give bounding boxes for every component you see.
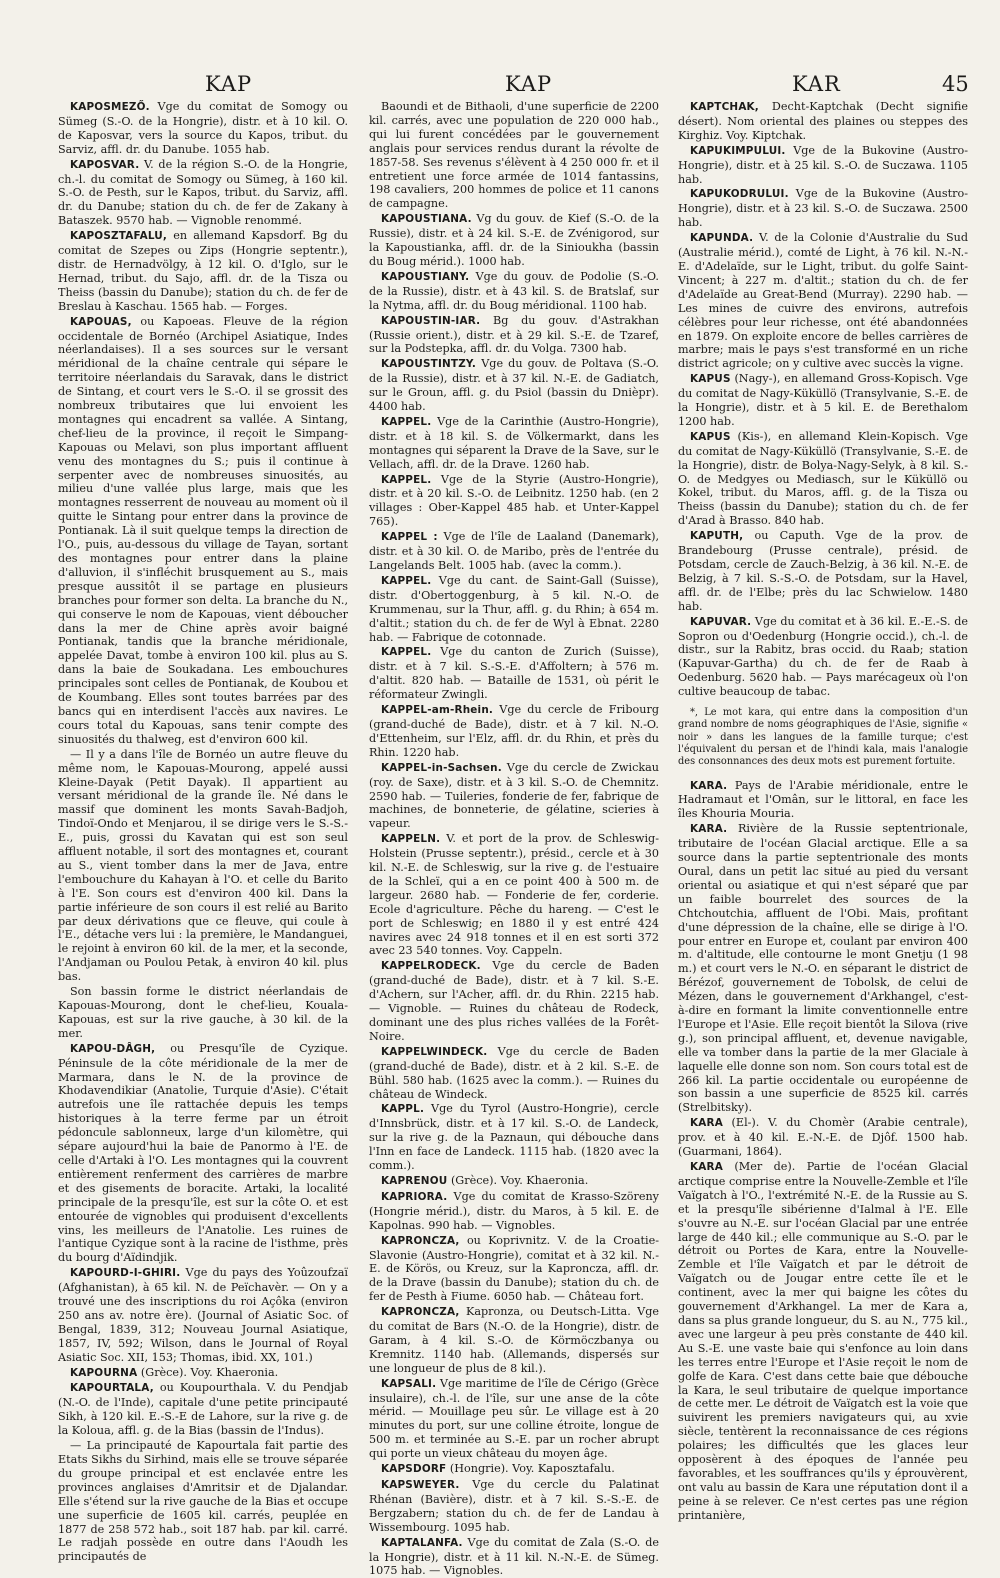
entry-headword: KAPOSVAR.: [70, 158, 140, 171]
entry-headword: KAPOSZTAFALU,: [70, 230, 168, 243]
entry-body: (Nagy-), en allemand Gross-Kopisch. Vge du comitat de Nagy-Küküllö (Transylvanie, S.-E. de la Hongrie), distr. et à 5 kil. E. de Berethalom 1200 hab.: [678, 372, 968, 428]
entry-body: V. et port de la prov. de Schleswig-Holstein (Prusse septentr.), présid., cercle et à 30 kil. N.-E. de Schleswig, sur la rive g. de l'estuaire de la Schleï, qui a en ce point 400 à 500 m. de largeur. 2680 hab. — Fonderie de fer, corderie. Ecole d'agriculture. Pêche du hareng. — C'est le port de Schleswig; en 1880 il y est entré 424 navires avec 24 918 tonnes et il en est sorti 372 avec 23 540 tonnes. Voy. Cappeln.: [369, 832, 659, 958]
dictionary-entry: [678, 822, 968, 1115]
entry-headword: KAPOUAS,: [70, 315, 132, 328]
entry-body: ou Presqu'île de Cyzique. Péninsule de la côte méridionale de la mer de Marmara, dans le N. de la province de Khodavendikiar (Anatolie, Turquie d'Asie). C'était autrefois une île rattachée depuis les temps historiques à la terre ferme par un étroit pédoncule sablonneux, large d'un kilomètre, qui sépare aujourd'hui la baie de Panormo à l'E. de celle d'Artaki à l'O. Les montagnes qui la couvrent entièrement renferment des carrières de marbre et des gisements de boracite. Artaki, la localité principale de la presqu'île, est sur la côte O. et est entourée de vignobles qui produisent d'excellents vins, les meilleurs de l'Anatolie. Les ruines de l'antique Cyzique sont à la racine de l'isthme, près du bourg d'Aïdindjik.: [58, 1041, 349, 1265]
entry-body: Vge du comitat de Krasso-Szöreny (Hongrie mérid.), distr. du Maros, à 5 kil. E. de Kapolnas. 990 hab. — Vignobles.: [369, 1189, 660, 1232]
entry-headword: KAPUVAR.: [690, 615, 752, 628]
entry-body: Decht-Kaptchak (Decht signifie désert). Nom oriental des plaines ou steppes des Kirghiz. Voy. Kiptchak.: [678, 100, 968, 142]
dictionary-entry: [678, 144, 968, 187]
entry-body: Vge du canton de Zurich (Suisse), distr. et à 7 kil. S.-S.-E. d'Affoltern; à 576 m. d'altit. 820 hab. — Bataille de 1531, où périt le réformateur Zwingli.: [369, 645, 659, 702]
entry-body: ou Koupourthala. V. du Pendjab (N.-O. de l'Inde), capitale d'une petite principauté Sikh, à 120 kil. E.-S.-E de Lahore, sur la rive g. de la Koloua, affl. g. de la Bias (bassin de l'Indus).: [58, 1381, 348, 1438]
entry-body: (El-). V. du Chomèr (Arabie centrale), prov. et à 40 kil. E.-N.-E. de Djôf. 1500 hab. (Guarmani, 1864).: [678, 1116, 969, 1159]
footnote-entry: [678, 707, 968, 768]
entry-body: Vge de l'île de Laaland (Danemark), distr. et à 30 kil. O. de Maribo, près de l'entrée du Langelands Belt. 1005 hab. (avec la comm.).: [369, 530, 659, 572]
running-header: [0, 72, 1000, 102]
dictionary-entry: [369, 100, 659, 211]
entry-headword: KAPPELRODECK.: [381, 960, 481, 973]
dictionary-entry: [678, 779, 968, 822]
entry-body: ou Caputh. Vge de la prov. de Brandebourg (Prusse centrale), présid. de Potsdam, cercle de Zauch-Belzig, à 36 kil. N.-E. de Belzig, à 7 kil. S.-S.-O. de Potsdam, sur la Havel, affl. dr. de l'Elbe; près du lac Schwielow. 1480 hab.: [678, 529, 968, 613]
entry-headword: KAPRONCZA,: [381, 1234, 460, 1247]
entry-headword: KAPPL.: [381, 1103, 425, 1116]
entry-headword: KAPUKIMPULUI.: [690, 144, 786, 157]
dictionary-entry: [678, 615, 968, 699]
entry-body: Vge de la Bukovine (Austro-Hongrie), distr. et à 23 kil. S.-O. de Suczawa. 2500 hab.: [678, 187, 968, 230]
entry-body: Pays de l'Arabie méridionale, entre le Hadramaut et l'Omân, sur le littoral, en face les îles Khouria Mouria.: [678, 778, 968, 821]
entry-body: Vge du gouv. de Poltava (S.-O. de la Russie), distr. et à 37 kil. N.-E. de Gadiatch, sur le Groun, affl. g. du Psiol (bassin du Dnièpr). 4400 hab.: [369, 357, 659, 414]
dictionary-entry: [58, 229, 348, 313]
entry-body: Vge maritime de l'île de Cérigo (Grèce insulaire), ch.-l. de l'île, sur une anse de la côte mérid. — Mouillage peu sûr. Le village est à 20 minutes du port, sur une colline étroite, longue de 500 m. et terminée au S.-E. par un rocher abrupt qui porte un vieux château du moyen âge.: [369, 1376, 659, 1461]
entry-body: Vge du cercle de Baden (grand-duché de Bade), distr. et à 2 kil. S.-E. de Bühl. 580 hab. (1625 avec la comm.). — Ruines du château de Windeck.: [369, 1044, 659, 1101]
dictionary-entry: [369, 1102, 659, 1173]
dictionary-entry: [58, 1042, 348, 1266]
dictionary-entry: [58, 315, 348, 747]
entry-body: Rivière de la Russie septentrionale, tributaire de l'océan Glacial arctique. Elle a sa source dans la partie septentrionale des monts Oural, dans un petit lac situé au pied du versant oriental ou asiatique et qui n'est séparé que par un faible bourrelet des sources de la Chtchoutchia, affluent de l'Obi. Mais, profitant d'une dépression de la chaîne, elle se dirige à l'O. pour entrer en Europe et, coulant par environ 400 m. d'altitude, elle contourne le mont Gnetju (1 98 m.) et court vers le N.-O. en séparant le district de Bérézof, gouvernement de Tobolsk, de celui de Mézen, dans le gouvernement d'Arkhangel, c'est-à-dire en formant la limite conventionnelle entre l'Europe et l'Asie. Elle reçoit bientôt la Silova (rive g.), son principal affluent, et, devenue navigable, elle va tomber dans la partie de la mer Glaciale à laquelle elle donne son nom. Son cours total est de 266 kil. La partie occidentale ou européenne de son bassin a une superficie de 8525 kil. carrés (Strelbitsky).: [678, 822, 968, 1115]
dictionary-entry: [369, 1045, 659, 1102]
dictionary-entry: [678, 100, 968, 143]
dictionary-entry: [58, 158, 348, 229]
entry-body: Vge de la Bukovine (Austro-Hongrie), distr. et à 25 kil. S.-O. de Suczawa. 1105 hab.: [678, 143, 968, 186]
page-number: 45: [942, 72, 969, 96]
entry-headword: KAPOUSTIANA.: [381, 213, 472, 226]
entry-headword: KAPOUSTIN-IAR.: [381, 314, 481, 327]
header-left-word: KAP: [205, 72, 253, 96]
dictionary-entry: [369, 761, 659, 832]
dictionary-entry: [678, 187, 968, 230]
entry-headword: KARA: [690, 1117, 723, 1130]
header-center-word: KAP: [505, 72, 553, 96]
text-column-left: [58, 100, 349, 1564]
dictionary-entry: [678, 231, 968, 371]
dictionary-entry: [369, 212, 659, 269]
dictionary-entry: [58, 100, 348, 157]
dictionary-entry: [58, 1381, 348, 1438]
dictionary-entry: [58, 1366, 348, 1381]
dictionary-entry: [369, 1234, 659, 1305]
entry-body: *, Le mot kara, qui entre dans la composition d'un grand nombre de noms géographiques de l'Asie, signifie « noir » dans les langues de la famille turque; c'est l'équivalent du persan et de l'hindi kala, mais l'analogie des consonnances des deux mots est purement fortuite.: [678, 707, 968, 768]
entry-headword: KAPUKODRULUI.: [690, 188, 789, 201]
entry-body: Vge du comitat de Somogy ou Sümeg (S.-O. de la Hongrie), distr. et à 10 kil. O. de Kaposvar, vers la source du Kapos, tribut. du Sarviz, affl. dr. du Danube. 1055 hab.: [58, 100, 348, 156]
dictionary-entry: [678, 1116, 968, 1159]
dictionary-entry: [369, 574, 659, 645]
dictionary-entry: [369, 1190, 659, 1233]
entry-body: Vge du cercle du Palatinat Rhénan (Bavière), distr. et à 7 kil. S.-S.-E. de Bergzabern; station du ch. de fer de Landau à Wissembourg. 1095 hab.: [369, 1478, 659, 1534]
entry-headword: KAPTCHAK,: [690, 101, 759, 113]
entry-body: Vg du gouv. de Kief (S.-O. de la Russie), distr. et à 24 kil. S.-E. de Zvénigorod, sur la Kapoustianka, affl. dr. de la Sinioukha (bassin du Boug mérid.). 1000 hab.: [369, 212, 659, 268]
entry-body: (Grèce). Voy. Khaeronia.: [140, 1365, 279, 1379]
entry-body: V. de la région S.-O. de la Hongrie, ch.-l. du comitat de Somogy ou Sümeg, à 160 kil. S.-O. de Pesth, sur le Kapos, tribut. du Sarviz, affl. dr. du Danube; station du ch. de fer de Zakany à Bataszek. 9570 hab. — Vignoble renommé.: [58, 157, 348, 228]
entry-headword: KARA.: [690, 823, 728, 836]
dictionary-entry: [369, 1174, 659, 1189]
entry-body: Vge du cercle de Zwickau (roy. de Saxe), distr. et à 3 kil. S.-O. de Chemnitz. 2590 hab. — Tuileries, fonderie de fer, fabrique de machines, de bonneterie, de gélatine, scieries à vapeur.: [369, 760, 659, 831]
dictionary-entry: [58, 748, 348, 984]
entry-body: (Mer de). Partie de l'océan Glacial arctique comprise entre la Nouvelle-Zemble et l'île Vaïgatch à l'O., l'extrémité N.-E. de la Russie au S. et la presqu'île sibérienne d'Ialmal à l'E. Elle s'ouvre au N.-E. sur l'océan Glacial par une entrée large de 440 kil.; elle communique au S.-O. par le détroit ou Portes de Kara, entre la Nouvelle-Zemble et l'île Vaïgatch et par le détroit de Vaïgatch ou de Jougar entre cette île et le continent, avec la mer qui baigne les côtes du gouvernement d'Arkhangel. La mer de Kara a, dans sa plus grande longueur, du S. au N., 775 kil., avec une largeur à peu près constante de 440 kil. Au S.-E. une vaste baie qui s'enfonce au loin dans les terres entre l'Europe et l'Asie reçoit le nom de golfe de Kara. C'est dans cette baie que débouche la Kara, le seul tributaire de quelque importance de cette mer. Le détroit de Vaïgatch est la voie que suivirent les premiers navigateurs qui, au xvie siècle, tentèrent la reconnaissance de ces régions polaires; les difficultés que les glaces leur opposèrent à des époques de l'année peu favorables, et les souffrances qu'ils y éprouvèrent, ont valu au bassin de Kara une réputation dont il a peine à se relever. Ce n'est certes pas une région printanière,: [678, 1160, 968, 1522]
entry-headword: KARA.: [690, 779, 728, 792]
dictionary-entry: [369, 1305, 659, 1376]
entry-headword: KARA: [690, 1161, 723, 1174]
entry-headword: KAPOU-DÂGH,: [70, 1042, 156, 1055]
entry-body: Vge du comitat et à 36 kil. E.-E.-S. de Sopron ou d'Oedenburg (Hongrie occid.), ch.-l. de distr., sur la Rabitz, bras occid. du Raab; station (Kapuvar-Gartha) du ch. de fer de Raab à Oedenburg. 5620 hab. — Pays marécageux où l'on cultive beaucoup de tabac.: [678, 614, 968, 699]
entry-body: Son bassin forme le district néerlandais de Kapouas-Mourong, dont le chef-lieu, Kouala-Kapouas, est sur la rive gauche, à 30 kil. de la mer.: [58, 985, 348, 1040]
dictionary-entry: [58, 1266, 348, 1364]
entry-body: Bg du gouv. d'Astrakhan (Russie orient.), distr. et à 29 kil. S.-E. de Tzaref, sur la Podstepka, affl. dr. du Volga. 7300 hab.: [369, 313, 660, 356]
entry-headword: KAPUS: [690, 373, 731, 386]
dictionary-entry: [369, 1536, 659, 1578]
text-column-right: [678, 100, 969, 1522]
entry-headword: KAPOURD-I-GHIRI.: [70, 1267, 181, 1280]
dictionary-entry: [678, 430, 968, 528]
entry-body: ou Kapoeas. Fleuve de la région occidentale de Bornéo (Archipel Asiatique, Indes néerlandaises). Il a ses sources sur le versant méridional de la chaîne centrale qui sépare le territoire néerlandais du Saravak, dans le district de Sintang, et court vers le S.-O. il se grossit des nombreux tributaires que lui envoient les montagnes qui encadrent sa vallée. A Sintang, chef-lieu de la province, il reçoit le Simpang-Kapouas ou Melavi, son plus important affluent venu des montagnes du S.; puis il continue à serpenter avec de nombreuses sinuosités, au milieu d'une vallée plus large, mais que les montagnes resserrent de nouveau au moment où il quitte le Sintang pour entrer dans la province de Pontianak. Là il suit quelque temps la direction de l'O., puis, au-dessous du village de Tayan, sortant des montagnes pour entrer dans la plaine d'alluvion, il s'infléchit brusquement au S., mais presque aussitôt il se partage en plusieurs branches pour former son delta. La branche du N., qui conserve le nom de Kapouas, vient déboucher dans la mer de Chine après avoir baigné Pontianak, tandis que la branche méridionale, appelée Davat, tombe à environ 100 kil. plus au S. dans la baie de Soukadana. Les embouchures principales sont celles de Pontianak, de Koubou et de Koumbang. Elles sont toutes barrées par des bancs qui en interdisent l'accès aux navires. Le cours total du Kapouas, sans tenir compte des sinuosités du thalweg, est d'environ 600 kil.: [58, 314, 348, 746]
dictionary-entry: [58, 985, 348, 1041]
entry-headword: KAPPEL.: [381, 415, 432, 428]
entry-body: (Grèce). Voy. Khaeronia.: [450, 1173, 589, 1187]
entry-headword: KAPRONCZA,: [381, 1306, 460, 1319]
entry-headword: KAPPELN.: [381, 833, 441, 846]
dictionary-entry: [369, 832, 659, 958]
dictionary-entry: [678, 529, 968, 613]
entry-body: Vge du cant. de Saint-Gall (Suisse), distr. d'Obertoggenburg, à 5 kil. N.-O. de Krummenau, sur la Thur, affl. g. du Rhin; à 654 m. d'altit.; station du ch. de fer de Wyl à Ebnat. 2280 hab. — Fabrique de cotonnade.: [369, 573, 659, 644]
dictionary-entry: [369, 959, 659, 1043]
entry-headword: KAPOUSTINTZY.: [381, 358, 477, 371]
entry-body: — La principauté de Kapourtala fait partie des Etats Sikhs du Sirhind, mais elle se trouve séparée du groupe principal et est enclavée entre les provinces anglaises d'Amritsir et de Djalandar. Elle s'étend sur la rive gauche de la Bias et occupe une superficie de 1605 kil. carrés, peuplée en 1877 de 258 572 hab., soit 187 hab. par kil. carré. Le radjah possède en outre dans l'Aoudh les principautés de: [58, 1439, 348, 1564]
entry-headword: KAPOSMEZŐ.: [70, 101, 150, 113]
entry-headword: KAPPEL :: [381, 531, 438, 544]
entry-headword: KAPSALI.: [381, 1377, 437, 1390]
entry-headword: KAPPEL.: [381, 574, 432, 587]
entry-headword: KAPPELWINDECK.: [381, 1045, 488, 1058]
dictionary-entry: [369, 645, 659, 702]
entry-headword: KAPUNDA.: [690, 232, 754, 245]
entry-headword: KAPPEL-in-Sachsen.: [381, 761, 502, 774]
text-column-center: [369, 100, 660, 1578]
dictionary-entry: [369, 530, 659, 573]
entry-headword: KAPOURTALA,: [70, 1382, 154, 1395]
dictionary-entry: [369, 1478, 659, 1535]
entry-body: Vge du comitat de Zala (S.-O. de la Hongrie), distr. et à 11 kil. N.-N.-E. de Sümeg. 1075 hab. — Vignobles.: [369, 1535, 659, 1578]
dictionary-entry: [369, 357, 659, 414]
entry-body: Vge de la Styrie (Austro-Hongrie), distr. et à 20 kil. S.-O. de Leibnitz. 1250 hab. (en 2 villages : Ober-Kappel 485 hab. et Unter-Kappel 765).: [369, 472, 659, 529]
entry-headword: KAPUTH,: [690, 530, 744, 543]
dictionary-entry: [369, 314, 659, 357]
entry-body: Vge du Tyrol (Austro-Hongrie), cercle d'Innsbrück, distr. et à 17 kil. S.-O. de Landeck, sur la rive g. de la Paznaun, qui débouche dans l'Inn en face de Landeck. 1115 hab. (1820 avec la comm.).: [369, 1102, 659, 1173]
dictionary-entry: [678, 1160, 968, 1523]
dictionary-entry: [369, 703, 659, 760]
dictionary-entry: [678, 372, 968, 429]
dictionary-entry: [58, 1439, 348, 1564]
entry-body: ou Koprivnitz. V. de la Croatie-Slavonie (Austro-Hongrie), comitat et à 32 kil. N.-E. de Körös, ou Kreuz, sur la Kapronczа, affl. dr. de la Drave (bassin du Danube); station du ch. de fer de Pesth à Fiume. 6050 hab. — Château fort.: [369, 1233, 659, 1304]
entry-headword: KAPRENOU: [381, 1174, 448, 1187]
entry-headword: KAPTALANFA.: [381, 1536, 463, 1549]
entry-headword: KAPSWEYER.: [381, 1479, 460, 1491]
entry-body: Vge de la Carinthie (Austro-Hongrie), distr. et à 18 kil. S. de Völkermarkt, dans les montagnes qui séparent la Drave de la Save, sur le Vellach, affl. dr. de la Drave. 1260 hab.: [369, 414, 660, 471]
entry-headword: KAPSDORF: [381, 1463, 447, 1476]
dictionary-entry: [369, 473, 659, 530]
entry-body: (Kis-), en allemand Klein-Kopisch. Vge du comitat de Nagy-Küküllö (Transylvanie, S.-E. de la Hongrie), distr. de Bolya-Nagy-Selyk, à 8 kil. S.-O. de Medgyes ou Mediasch, sur le Küküllö ou Kokel, tribut. du Maros, affl. g. de la Tisza ou Theiss (bassin du Danube); station du ch. de fer d'Arad à Brasso. 840 hab.: [678, 429, 968, 528]
entry-headword: KAPPEL.: [381, 473, 432, 486]
entry-headword: KAPRIORA.: [381, 1190, 448, 1203]
entry-body: Vge du pays des Yoûzoufzaï (Afghanistan), à 65 kil. N. de Peïchavèr. — On y a trouvé une des inscriptions du roi Açôka (environ 250 ans av. notre ère). (Journal of Asiatic Soc. of Bengal, 1839, 312; Nouveau Journal Asiatique, 1857, IV, 592; Wilson, dans le Journal of Royal Asiatic Soc. XII, 153; Thomas, ibid. XX, 101.): [58, 1266, 348, 1364]
entry-headword: KAPUS: [690, 430, 731, 443]
entry-body: en allemand Kapsdorf. Bg du comitat de Szepes ou Zips (Hongrie septentr.), distr. de Hernadvölgy, à 12 kil. O. d'Iglo, sur le Hernad, tribut. du Sajo, affl. dr. de la Tisza ou Theiss (bassin du Danube); station du ch. de fer de Breslau à Kaschau. 1565 hab. — Forges.: [58, 229, 348, 313]
entry-headword: KAPOURNA: [70, 1366, 138, 1379]
entry-body: Kapronza, ou Deutsch-Litta. Vge du comitat de Bars (N.-O. de la Hongrie), distr. de Garam, à 4 kil. S.-O. de Körmöczbanya ou Kremnitz. 1140 hab. (Allemands, dispersés sur une longueur de plus de 8 kil.).: [369, 1305, 659, 1375]
header-right-word: KAR: [792, 72, 841, 96]
entry-body: V. de la Colonie d'Australie du Sud (Australie mérid.), comté de Light, à 76 kil. N.-N.-E. d'Adelaïde, sur le Light, tribut. du golfe Saint-Vincent; à 227 m. d'altit.; station du ch. de fer d'Adelaïde au Great-Bend (Murray). 2290 hab. — Les mines de cuivre des environs, autrefois célèbres pour leur richesse, ont été abandonnées en 1879. On exploite encore de belles carrières de marbre; mais le pays s'est transformé en un riche district agricole; on y cultive avec succès la vigne.: [678, 231, 968, 371]
entry-headword: KAPPEL-am-Rhein.: [381, 704, 494, 717]
entry-headword: KAPOUSTIANY.: [381, 270, 470, 283]
entry-body: — Il y a dans l'île de Bornéo un autre fleuve du même nom, le Kapouas-Mourong, appelé aussi Kleine-Dayak (Petit Dayak). Il appartient au versant méridional de la grande île. Né dans le massif que dominent les monts Savah-Badjoh, Tindoï-Ondo et Menjarou, il se dirige vers le S.-S.-E., puis, grossi du Kavatan qui est son seul affluent notable, il sort des montagnes et, courant au S., vient tomber dans la mer de Java, entre l'embouchure du Kahayan à l'O. et celle du Barito à l'E. Son cours est d'environ 400 kil. Dans la partie inférieure de son cours il est relié au Barito par deux dérivations que ce fleuve, qui coule à l'E., détache vers lui : la première, le Mandanguei, le rejoint à environ 60 kil. de la mer, et la seconde, l'Andjaman ou Poulou Petak, à environ 40 kil. plus bas.: [58, 747, 348, 984]
entry-body: (Hongrie). Voy. Kaposztafalu.: [449, 1462, 615, 1476]
entry-body: Vge du cercle de Baden (grand-duché de Bade), distr. et à 7 kil. S.-E. d'Achern, sur l'Acher, affl. dr. du Rhin. 2215 hab. — Vignoble. — Ruines du château de Rodeck, dominant une des plus riches vallées de la Forêt-Noire.: [369, 959, 659, 1043]
entry-body: Baoundi et de Bithaoli, d'une superficie de 2200 kil. carrés, avec une population de 220 000 hab., qui lui furent concédées par le gouvernement anglais pour services rendus durant la révolte de 1857-58. Ses revenus s'élèvent à 4 250 000 fr. et il entretient une force armée de 1014 fantassins, 198 cavaliers, 200 hommes de police et 11 canons de campagne.: [369, 100, 659, 211]
dictionary-entry: [369, 1462, 659, 1477]
entry-headword: KAPPEL.: [381, 646, 432, 659]
dictionary-entry: [369, 1377, 659, 1461]
entry-body: Vge du cercle de Fribourg (grand-duché de Bade), distr. et à 7 kil. N.-O. d'Ettenheim, sur l'Elz, affl. dr. du Rhin, et près du Rhin. 1220 hab.: [369, 703, 659, 759]
entry-body: Vge du gouv. de Podolie (S.-O. de la Russie), distr. et à 43 kil. S. de Bratslaf, sur la Nytma, affl. dr. du Boug méridional. 1100 hab.: [369, 269, 659, 312]
dictionary-entry: [369, 415, 659, 472]
dictionary-entry: [369, 270, 659, 313]
